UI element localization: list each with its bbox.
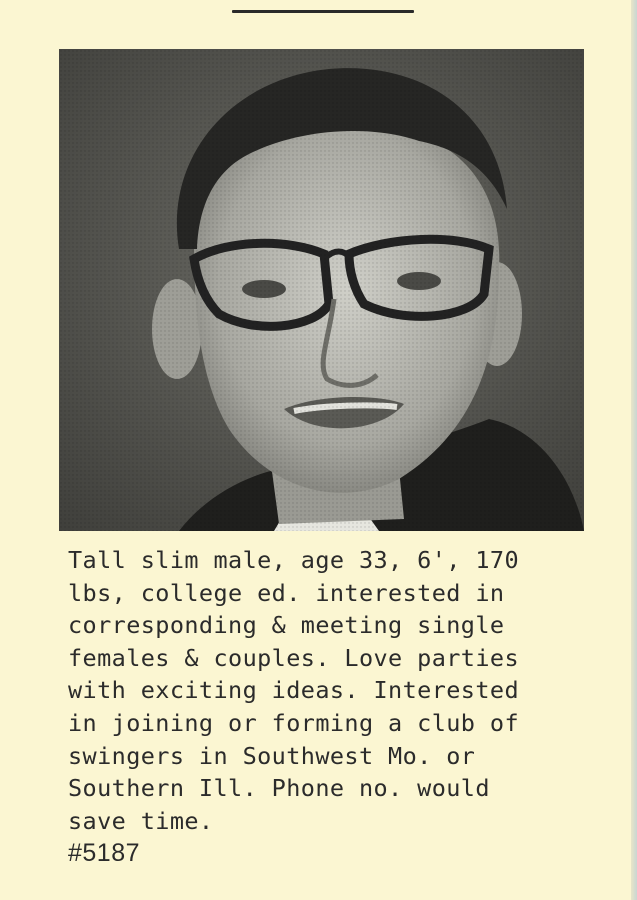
ad-line: in joining or forming a club of (68, 708, 519, 737)
ad-line: Southern Ill. Phone no. would (68, 774, 490, 803)
ad-line: lbs, college ed. interested in (68, 578, 505, 607)
page-edge (631, 0, 637, 900)
ad-line: save time. (68, 806, 214, 835)
ad-line: corresponding & meeting single (68, 611, 505, 640)
top-rule-divider (232, 10, 414, 13)
ad-line: Tall slim male, age 33, 6', 170 (68, 546, 519, 574)
personal-ad-text (68, 544, 588, 837)
portrait-photo (59, 49, 584, 531)
ad-line: females & couples. Love parties (68, 643, 519, 672)
ad-reference-number: #5187 (68, 839, 141, 867)
ad-line: with exciting ideas. Interested (68, 676, 519, 705)
ad-line: swingers in Southwest Mo. or (68, 741, 476, 770)
